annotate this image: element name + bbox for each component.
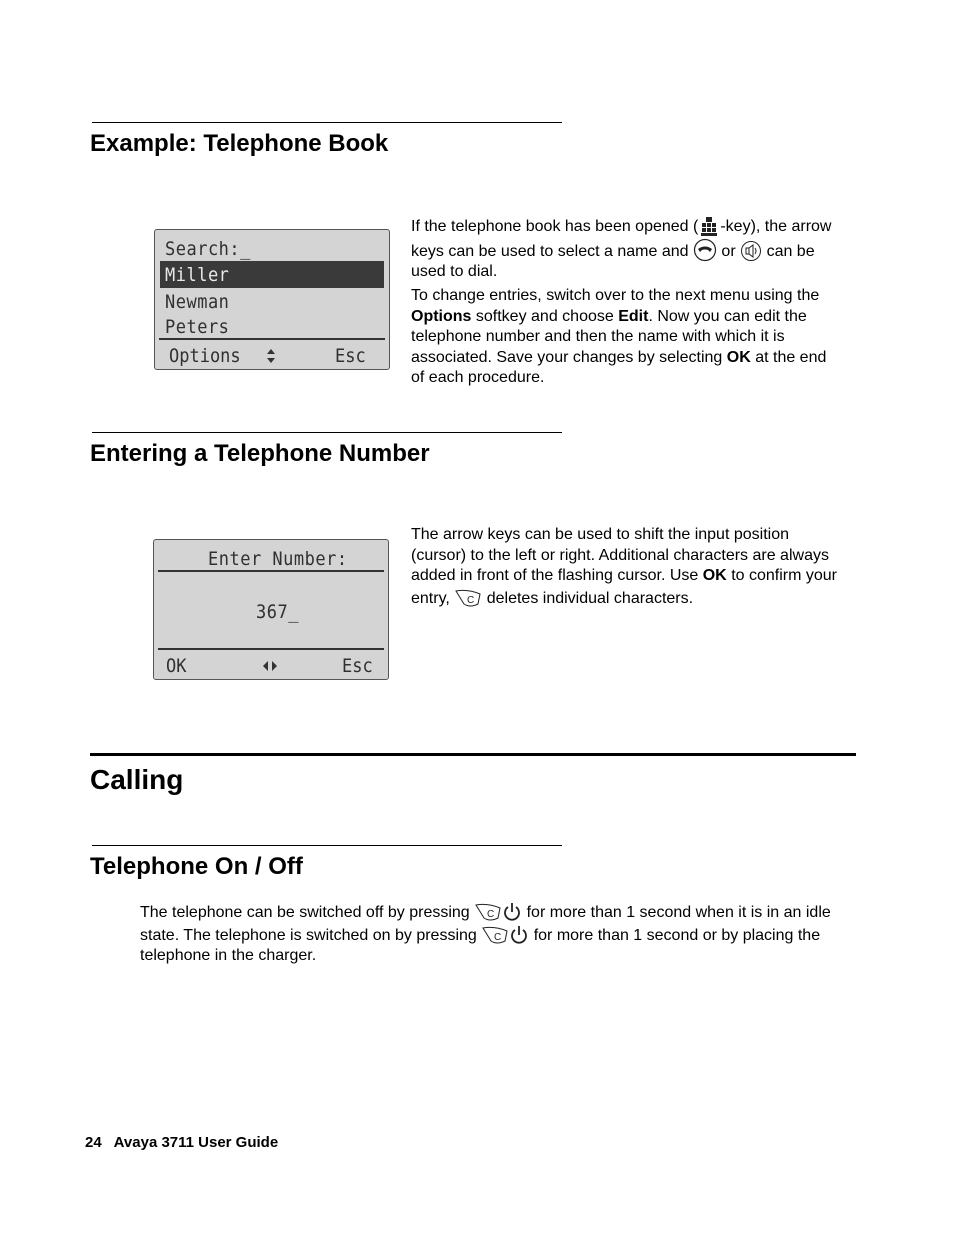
power-key-icon	[509, 924, 529, 946]
page-footer	[85, 1134, 278, 1151]
lcd-softkey-esc: Esc	[342, 655, 373, 678]
lcd-entry-1: Miller	[165, 264, 230, 287]
lcd-separator	[159, 338, 385, 340]
paragraph-phonebook-dial: If the telephone book has been opened ( -key), the arrow keys can be used to select a name and or can be used to dial.	[411, 215, 841, 283]
lcd-softkey-ok: OK	[166, 655, 187, 678]
off-hook-key-icon	[693, 238, 717, 262]
c-key-icon	[481, 924, 509, 946]
lcd-number-value: 367_	[256, 601, 299, 624]
section-rule	[92, 122, 562, 123]
lcd-separator	[158, 648, 384, 650]
lcd-entry-2: Newman	[165, 291, 230, 314]
lcd-softkey-esc: Esc	[335, 345, 366, 368]
lcd-enter-number	[153, 539, 389, 680]
paragraph-entering-number: The arrow keys can be used to shift the input position (cursor) to the left or right. Additional characters are always added in front of the flashing cursor. Use OK to confirm your entry, C deletes individual characters.	[411, 526, 837, 607]
guide-title: Avaya 3711 User Guide	[113, 1134, 279, 1151]
page-number: 24	[85, 1134, 102, 1151]
chapter-rule	[90, 753, 856, 756]
lcd-selected-entry	[160, 261, 384, 288]
lcd-header: Enter Number:	[208, 548, 348, 571]
paragraph-on-off: The telephone can be switched off by pressing C for more than 1 second when it is in an idle state. The telephone is switched on by pressing C for more than 1 second or by placing the telephone in the charger.	[140, 901, 862, 967]
paragraph-phonebook-edit: To change entries, switch over to the next menu using the Options softkey and choose Edit. Now you can edit the telephone number and then the name with which it is associated. Save your changes by selecting OK at the end of each procedure.	[411, 287, 827, 386]
heading-telephone-book: Example: Telephone Book	[90, 130, 389, 157]
power-key-icon	[502, 901, 522, 923]
svg-text:C: C	[494, 931, 502, 943]
heading-telephone-on-off: Telephone On / Off	[90, 853, 303, 880]
lcd-separator	[158, 570, 384, 572]
c-key-icon	[454, 587, 482, 609]
svg-text:C: C	[487, 909, 495, 920]
lcd-telephone-book	[154, 229, 390, 370]
section-rule	[92, 845, 562, 846]
heading-entering-number: Entering a Telephone Number	[90, 440, 430, 467]
heading-calling: Calling	[90, 764, 184, 795]
left-right-arrow-icon	[262, 660, 278, 672]
loudspeaker-key-icon	[740, 240, 762, 262]
c-key-icon	[474, 901, 502, 923]
up-down-arrow-icon	[266, 348, 276, 364]
svg-text:C: C	[467, 594, 475, 606]
lcd-entry-3: Peters	[165, 316, 230, 339]
section-rule	[92, 432, 562, 433]
phonebook-key-icon	[698, 215, 720, 237]
lcd-search-line: Search:_	[165, 238, 251, 261]
lcd-softkey-options: Options	[169, 345, 241, 368]
